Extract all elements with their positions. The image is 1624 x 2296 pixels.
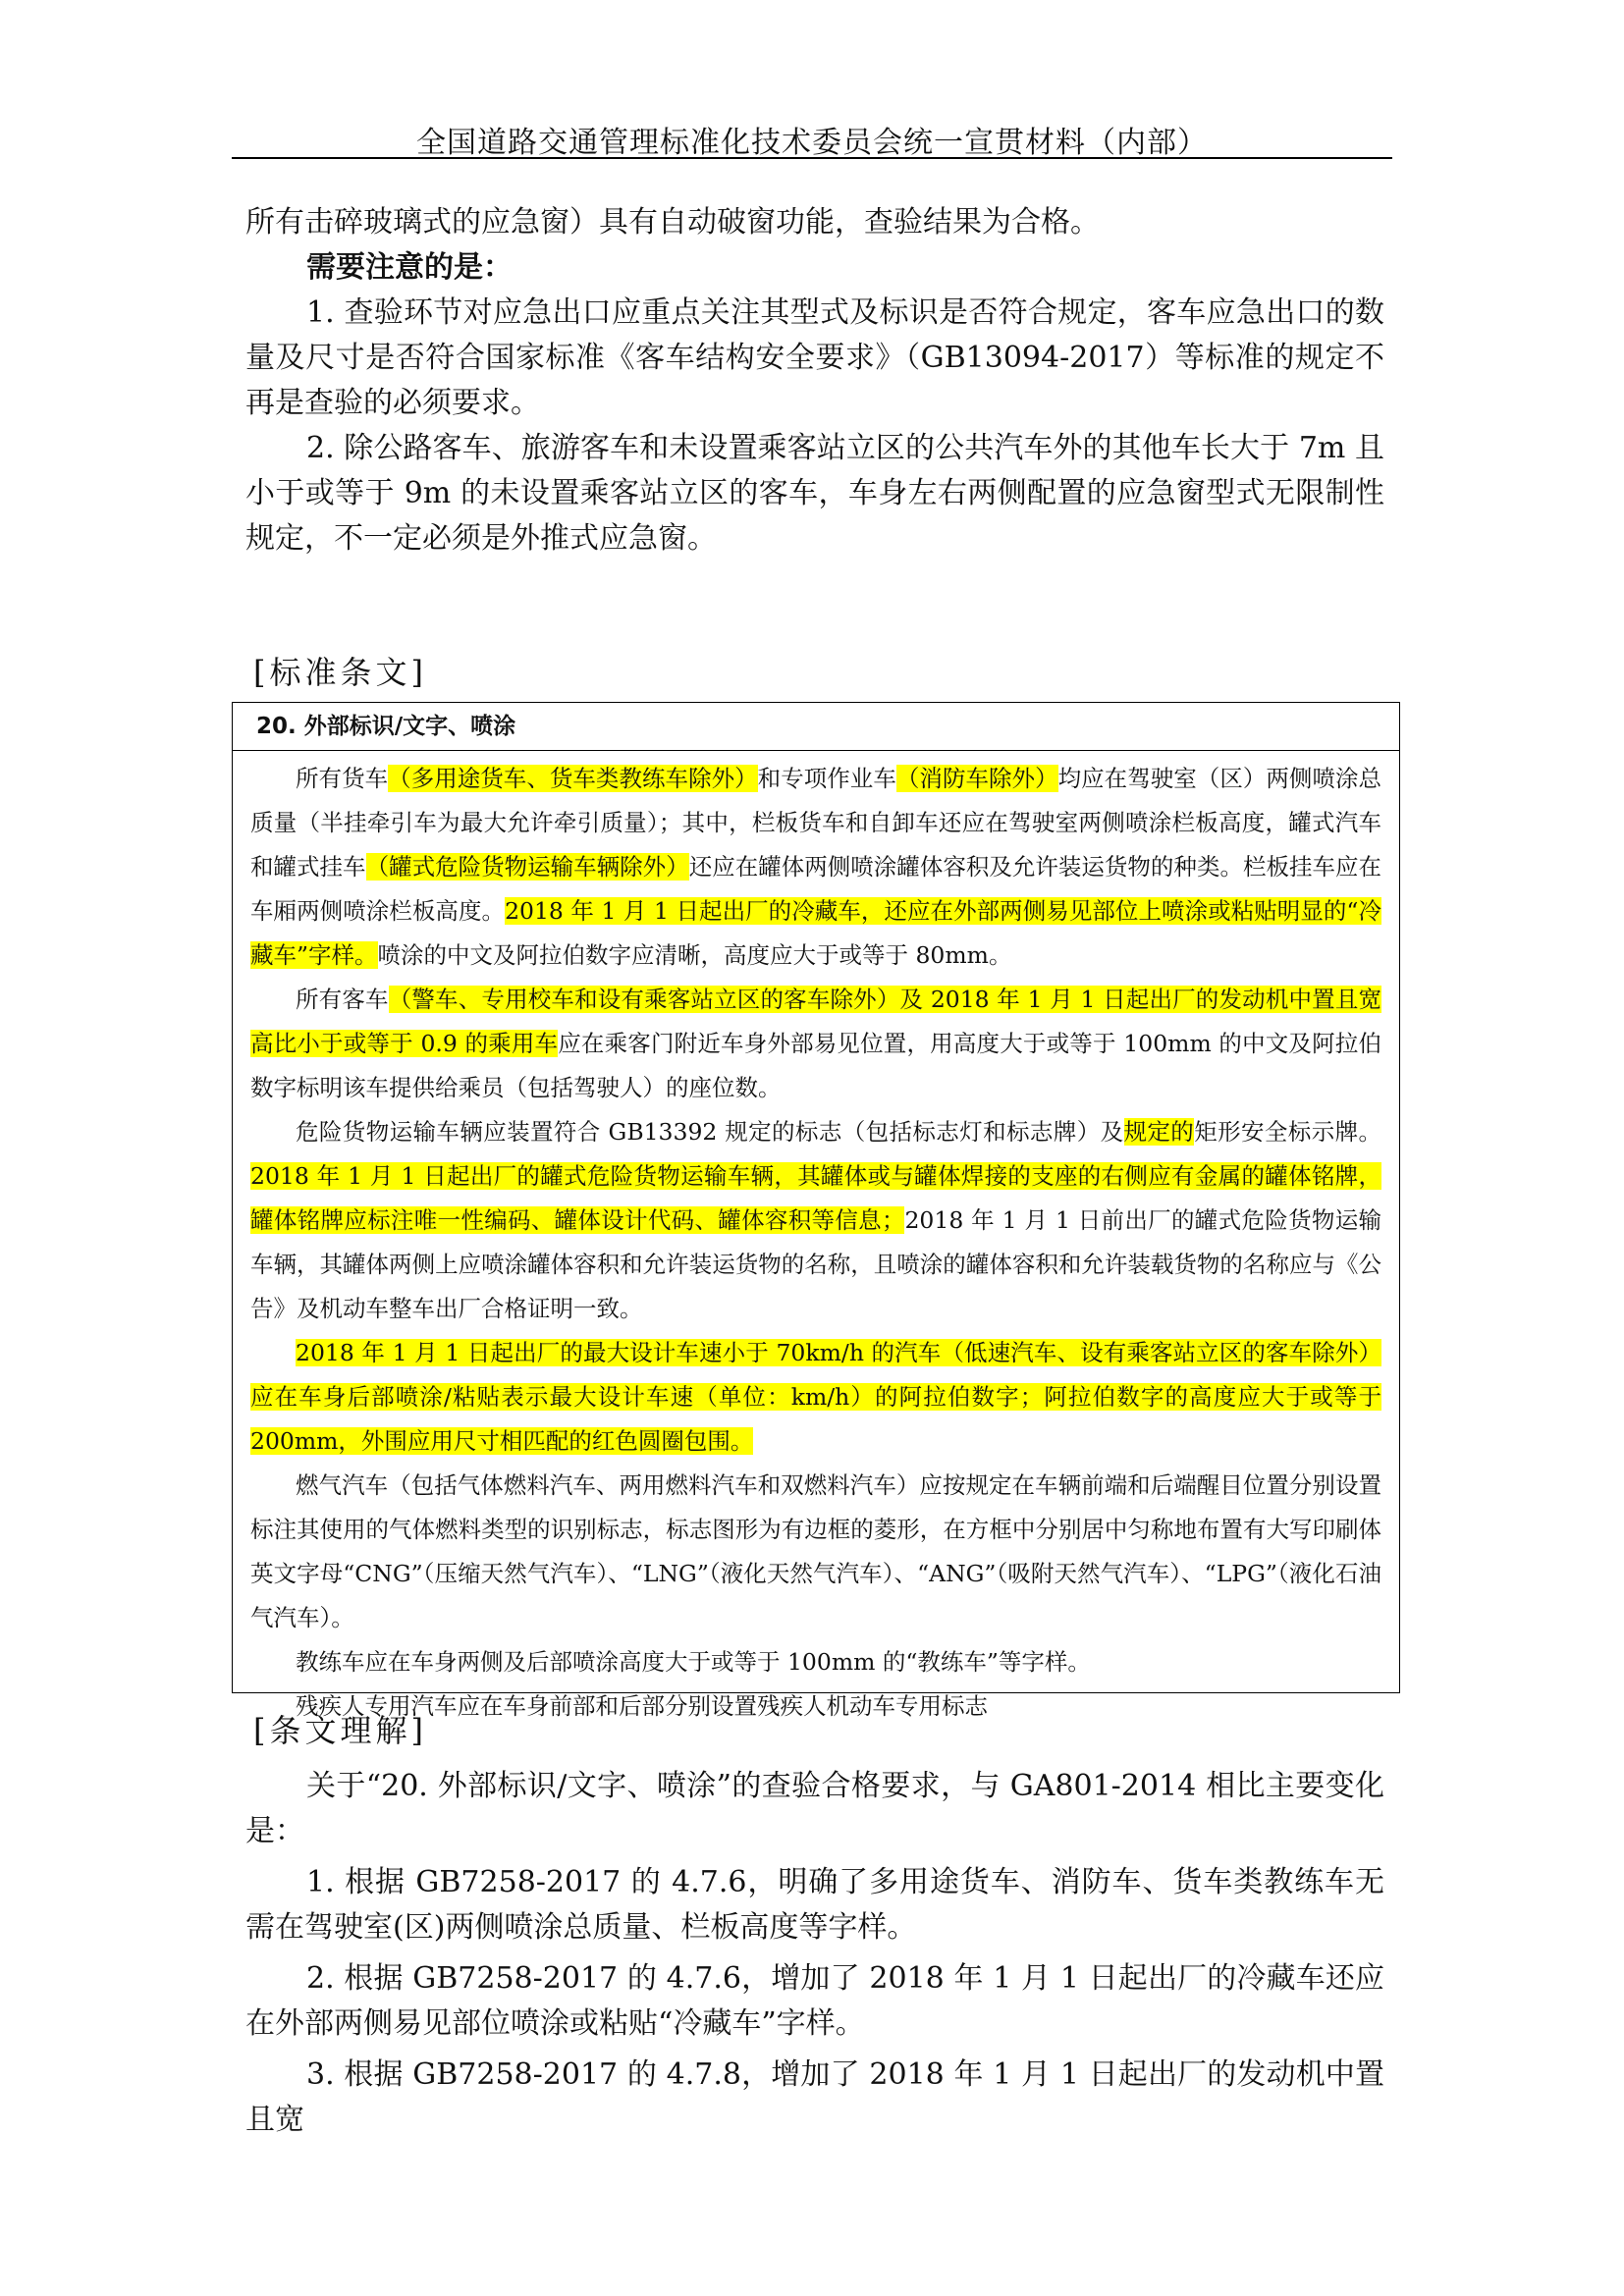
- interpretation-section-label: [条文理解]: [253, 1712, 427, 1749]
- note-item-1: 1. 查验环节对应急出口应重点关注其型式及标识是否符合规定，客车应急出口的数量及尺寸是否符合国家标准《客车结构安全要求》（GB13094-2017）等标准的规定不再是查验的必须要求。: [245, 295, 1384, 420]
- standard-clause-title: 20. 外部标识/文字、喷涂: [233, 703, 1399, 751]
- interpretation-item-3: 3. 根据 GB7258-2017 的 4.7.8，增加了 2018 年 1 月 1 日起出厂的发动机中置且宽: [245, 2057, 1384, 2137]
- clause-paragraph-buses: 所有客车（警车、专用校车和设有乘客站立区的客车除外）及 2018 年 1 月 1 日起出厂的发动机中置且宽高比小于或等于 0.9 的乘用车应在乘客门附近车身外部易见位置，用高度大于或等于 100mm 的中文及阿拉伯数字标明该车提供给乘员（包括驾驶人）的座位数。: [250, 986, 1382, 1101]
- header-divider: [232, 157, 1392, 159]
- interpretation-item-2: 2. 根据 GB7258-2017 的 4.7.6，增加了 2018 年 1 月 1 日起出厂的冷藏车还应在外部两侧易见部位喷涂或粘贴“冷藏车”字样。: [245, 1961, 1384, 2041]
- clause-paragraph-training-vehicles: 教练车应在车身两侧及后部喷涂高度大于或等于 100mm 的“教练车”等字样。: [296, 1648, 1091, 1676]
- page-header: 全国道路交通管理标准化技术委员会统一宣贯材料（内部）: [416, 126, 1208, 160]
- standard-text-box: [232, 702, 1400, 1720]
- note-item-2: 2. 除公路客车、旅游客车和未设置乘客站立区的公共汽车外的其他车长大于 7m 且小于或等于 9m 的未设置乘客站立区的客车，车身左右两侧配置的应急窗型式无限制性规定，不一定必须是外推式应急窗。: [245, 431, 1384, 556]
- intro-line: 所有击碎玻璃式的应急窗）具有自动破窗功能，查验结果为合格。: [245, 205, 1100, 240]
- clause-paragraph-gas-vehicles: 燃气汽车（包括气体燃料汽车、两用燃料汽车和双燃料汽车）应按规定在车辆前端和后端醒目位置分别设置标注其使用的气体燃料类型的识别标志，标志图形为有边框的菱形，在方框中分别居中匀称地布置有大写印刷体英文字母“CNG”（压缩天然气汽车）、“LNG”（液化天然气汽车）、“ANG”（吸附天然气汽车）、“LPG”（液化石油气汽车）。: [250, 1471, 1381, 1631]
- clause-paragraph-disabled-vehicles: 残疾人专用汽车应在车身前部和后部分别设置残疾人机动车专用标志: [296, 1692, 988, 1720]
- standard-clause-body: [233, 751, 1399, 1729]
- clause-paragraph-max-speed: 2018 年 1 月 1 日起出厂的最大设计车速小于 70km/h 的汽车（低速汽车、设有乘客站立区的客车除外）应在车身后部喷涂/粘贴表示最大设计车速（单位：km/h）的阿拉伯数字；阿拉伯数字的高度应大于或等于 200mm，外围应用尺寸相匹配的红色圆圈包围。: [250, 1339, 1381, 1455]
- clause-paragraph-dangerous-goods: 危险货物运输车辆应装置符合 GB13392 规定的标志（包括标志灯和标志牌）及规定的矩形安全标示牌。2018 年 1 月 1 日起出厂的罐式危险货物运输车辆，其罐体或与罐体焊接的支座的右侧应有金属的罐体铭牌，罐体铭牌应标注唯一性编码、罐体设计代码、罐体容积等信息；2018 年 1 月 1 日前出厂的罐式危险货物运输车辆，其罐体两侧上应喷涂罐体容积和允许装运货物的名称，且喷涂的罐体容积和允许装载货物的名称应与《公告》及机动车整车出厂合格证明一致。: [250, 1118, 1382, 1322]
- intro-section: [245, 200, 1384, 561]
- standard-section-label: [标准条文]: [253, 654, 427, 691]
- note-title: 需要注意的是：: [306, 250, 513, 285]
- interpretation-item-1: 1. 根据 GB7258-2017 的 4.7.6，明确了多用途货车、消防车、货车类教练车无需在驾驶室(区)两侧喷涂总质量、栏板高度等字样。: [245, 1865, 1384, 1945]
- clause-paragraph-trucks: 所有货车（多用途货车、货车类教练车除外）和专项作业车（消防车除外）均应在驾驶室（区）两侧喷涂总质量（半挂牵引车为最大允许牵引质量）；其中，栏板货车和自卸车还应在驾驶室两侧喷涂栏板高度，罐式汽车和罐式挂车（罐式危险货物运输车辆除外）还应在罐体两侧喷涂罐体容积及允许装运货物的种类。栏板挂车应在车厢两侧喷涂栏板高度。2018 年 1 月 1 日起出厂的冷藏车，还应在外部两侧易见部位上喷涂或粘贴明显的“冷藏车”字样。喷涂的中文及阿拉伯数字应清晰，高度应大于或等于 80mm。: [250, 765, 1382, 969]
- interpretation-intro: 关于“20. 外部标识/文字、喷涂”的查验合格要求，与 GA801-2014 相比主要变化是：: [245, 1769, 1384, 1848]
- interpretation-section: [245, 1764, 1384, 2143]
